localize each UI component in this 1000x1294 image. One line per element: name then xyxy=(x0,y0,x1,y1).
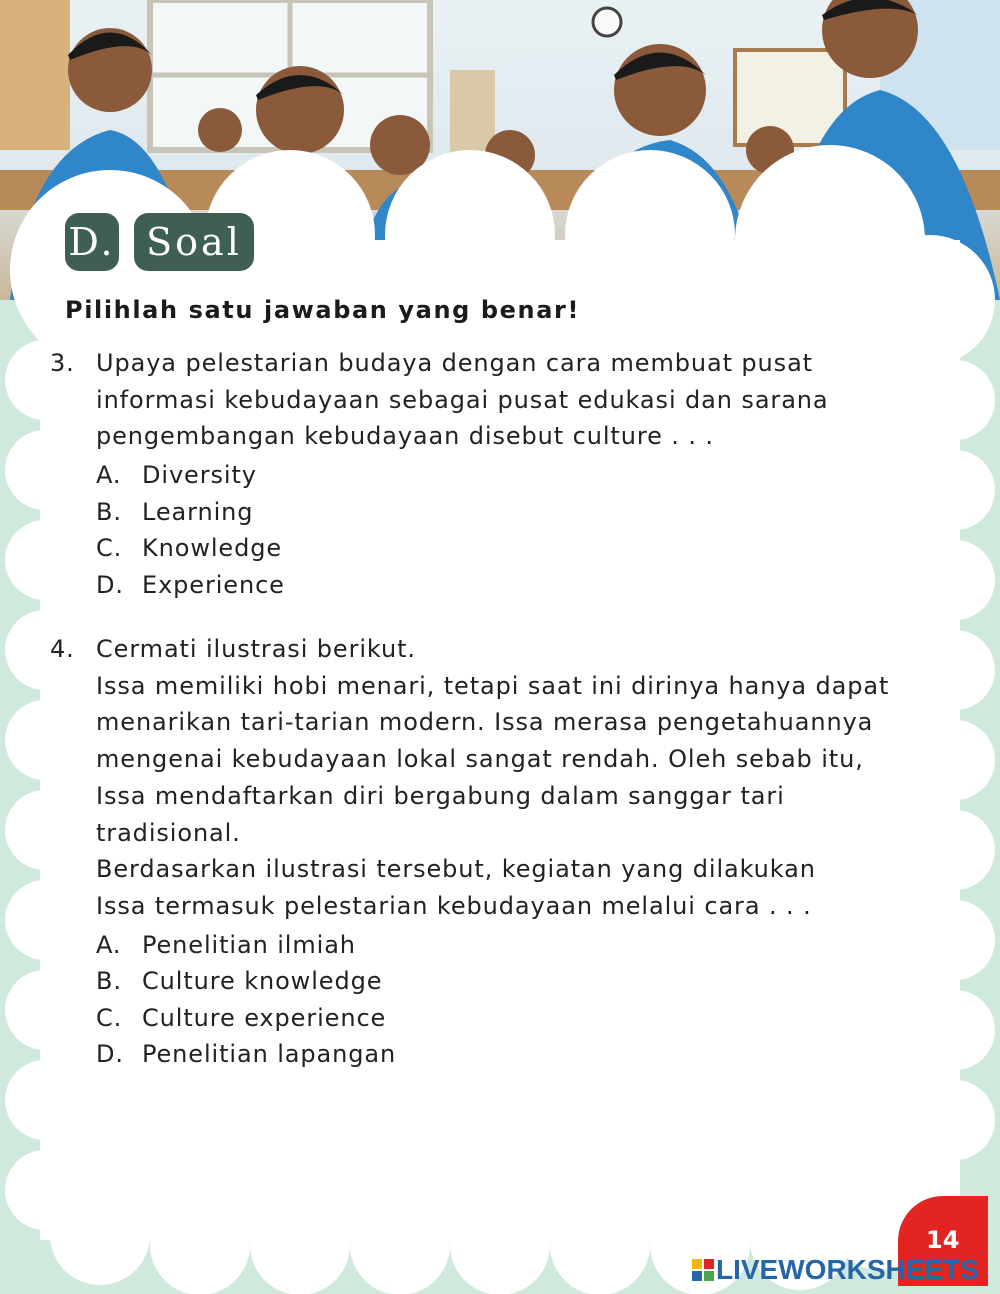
question-line: pengembangan kebudayaan disebut culture . . . xyxy=(96,422,714,451)
option-c[interactable] xyxy=(96,530,950,567)
question-line: Issa termasuk pelestarian kebudayaan melalui cara . . . xyxy=(96,891,812,920)
answer-options xyxy=(96,927,950,1073)
liveworksheets-icon xyxy=(692,1259,714,1281)
question-text xyxy=(96,345,950,455)
question-line: Upaya pelestarian budaya dengan cara membuat pusat xyxy=(96,349,813,377)
question-line: Cermati ilustrasi berikut. xyxy=(96,635,416,663)
question-line: tradisional. xyxy=(96,818,241,847)
question-line: Berdasarkan ilustrasi tersebut, kegiatan yang dilakukan xyxy=(96,855,816,884)
option-letter: D. xyxy=(96,570,124,599)
question-text xyxy=(96,631,950,925)
option-b[interactable] xyxy=(96,963,950,1000)
option-a[interactable] xyxy=(96,927,950,964)
option-d[interactable] xyxy=(96,1036,950,1073)
question-line: Issa mendaftarkan diri bergabung dalam sanggar tari xyxy=(96,781,785,810)
option-letter: C. xyxy=(96,534,123,563)
section-title-badge: Soal xyxy=(134,213,254,271)
option-letter: A. xyxy=(96,930,122,959)
option-text: Learning xyxy=(142,497,254,526)
page-number: 14 xyxy=(926,1226,960,1254)
option-text: Penelitian ilmiah xyxy=(142,930,356,959)
question-3 xyxy=(50,345,950,603)
option-letter: A. xyxy=(96,461,122,490)
question-4 xyxy=(50,631,950,1073)
option-b[interactable] xyxy=(96,494,950,531)
option-text: Experience xyxy=(142,570,285,599)
option-letter: C. xyxy=(96,1003,123,1032)
liveworksheets-logo xyxy=(692,1254,979,1286)
question-number: 4. xyxy=(50,635,75,663)
section-letter-badge: D. xyxy=(65,213,119,271)
instruction-text: Pilihlah satu jawaban yang benar! xyxy=(65,296,580,324)
question-line: informasi kebudayaan sebagai pusat edukasi dan sarana xyxy=(96,385,829,414)
option-d[interactable] xyxy=(96,567,950,604)
option-a[interactable] xyxy=(96,457,950,494)
question-line: Issa memiliki hobi menari, tetapi saat ini dirinya hanya dapat xyxy=(96,671,890,700)
option-text: Culture knowledge xyxy=(142,967,383,996)
option-text: Diversity xyxy=(142,461,257,490)
option-c[interactable] xyxy=(96,1000,950,1037)
answer-options xyxy=(96,457,950,603)
option-text: Culture experience xyxy=(142,1003,387,1032)
option-letter: B. xyxy=(96,497,122,526)
option-text: Knowledge xyxy=(142,534,283,563)
question-number: 3. xyxy=(50,349,75,377)
option-letter: B. xyxy=(96,967,122,996)
question-line: menarikan tari-tarian modern. Issa merasa pengetahuannya xyxy=(96,708,874,737)
option-letter: D. xyxy=(96,1040,124,1069)
option-text: Penelitian lapangan xyxy=(142,1040,397,1069)
watermark-text: LIVEWORKSHEETS xyxy=(716,1254,979,1285)
question-line: mengenai kebudayaan lokal sangat rendah. Oleh sebab itu, xyxy=(96,745,864,774)
